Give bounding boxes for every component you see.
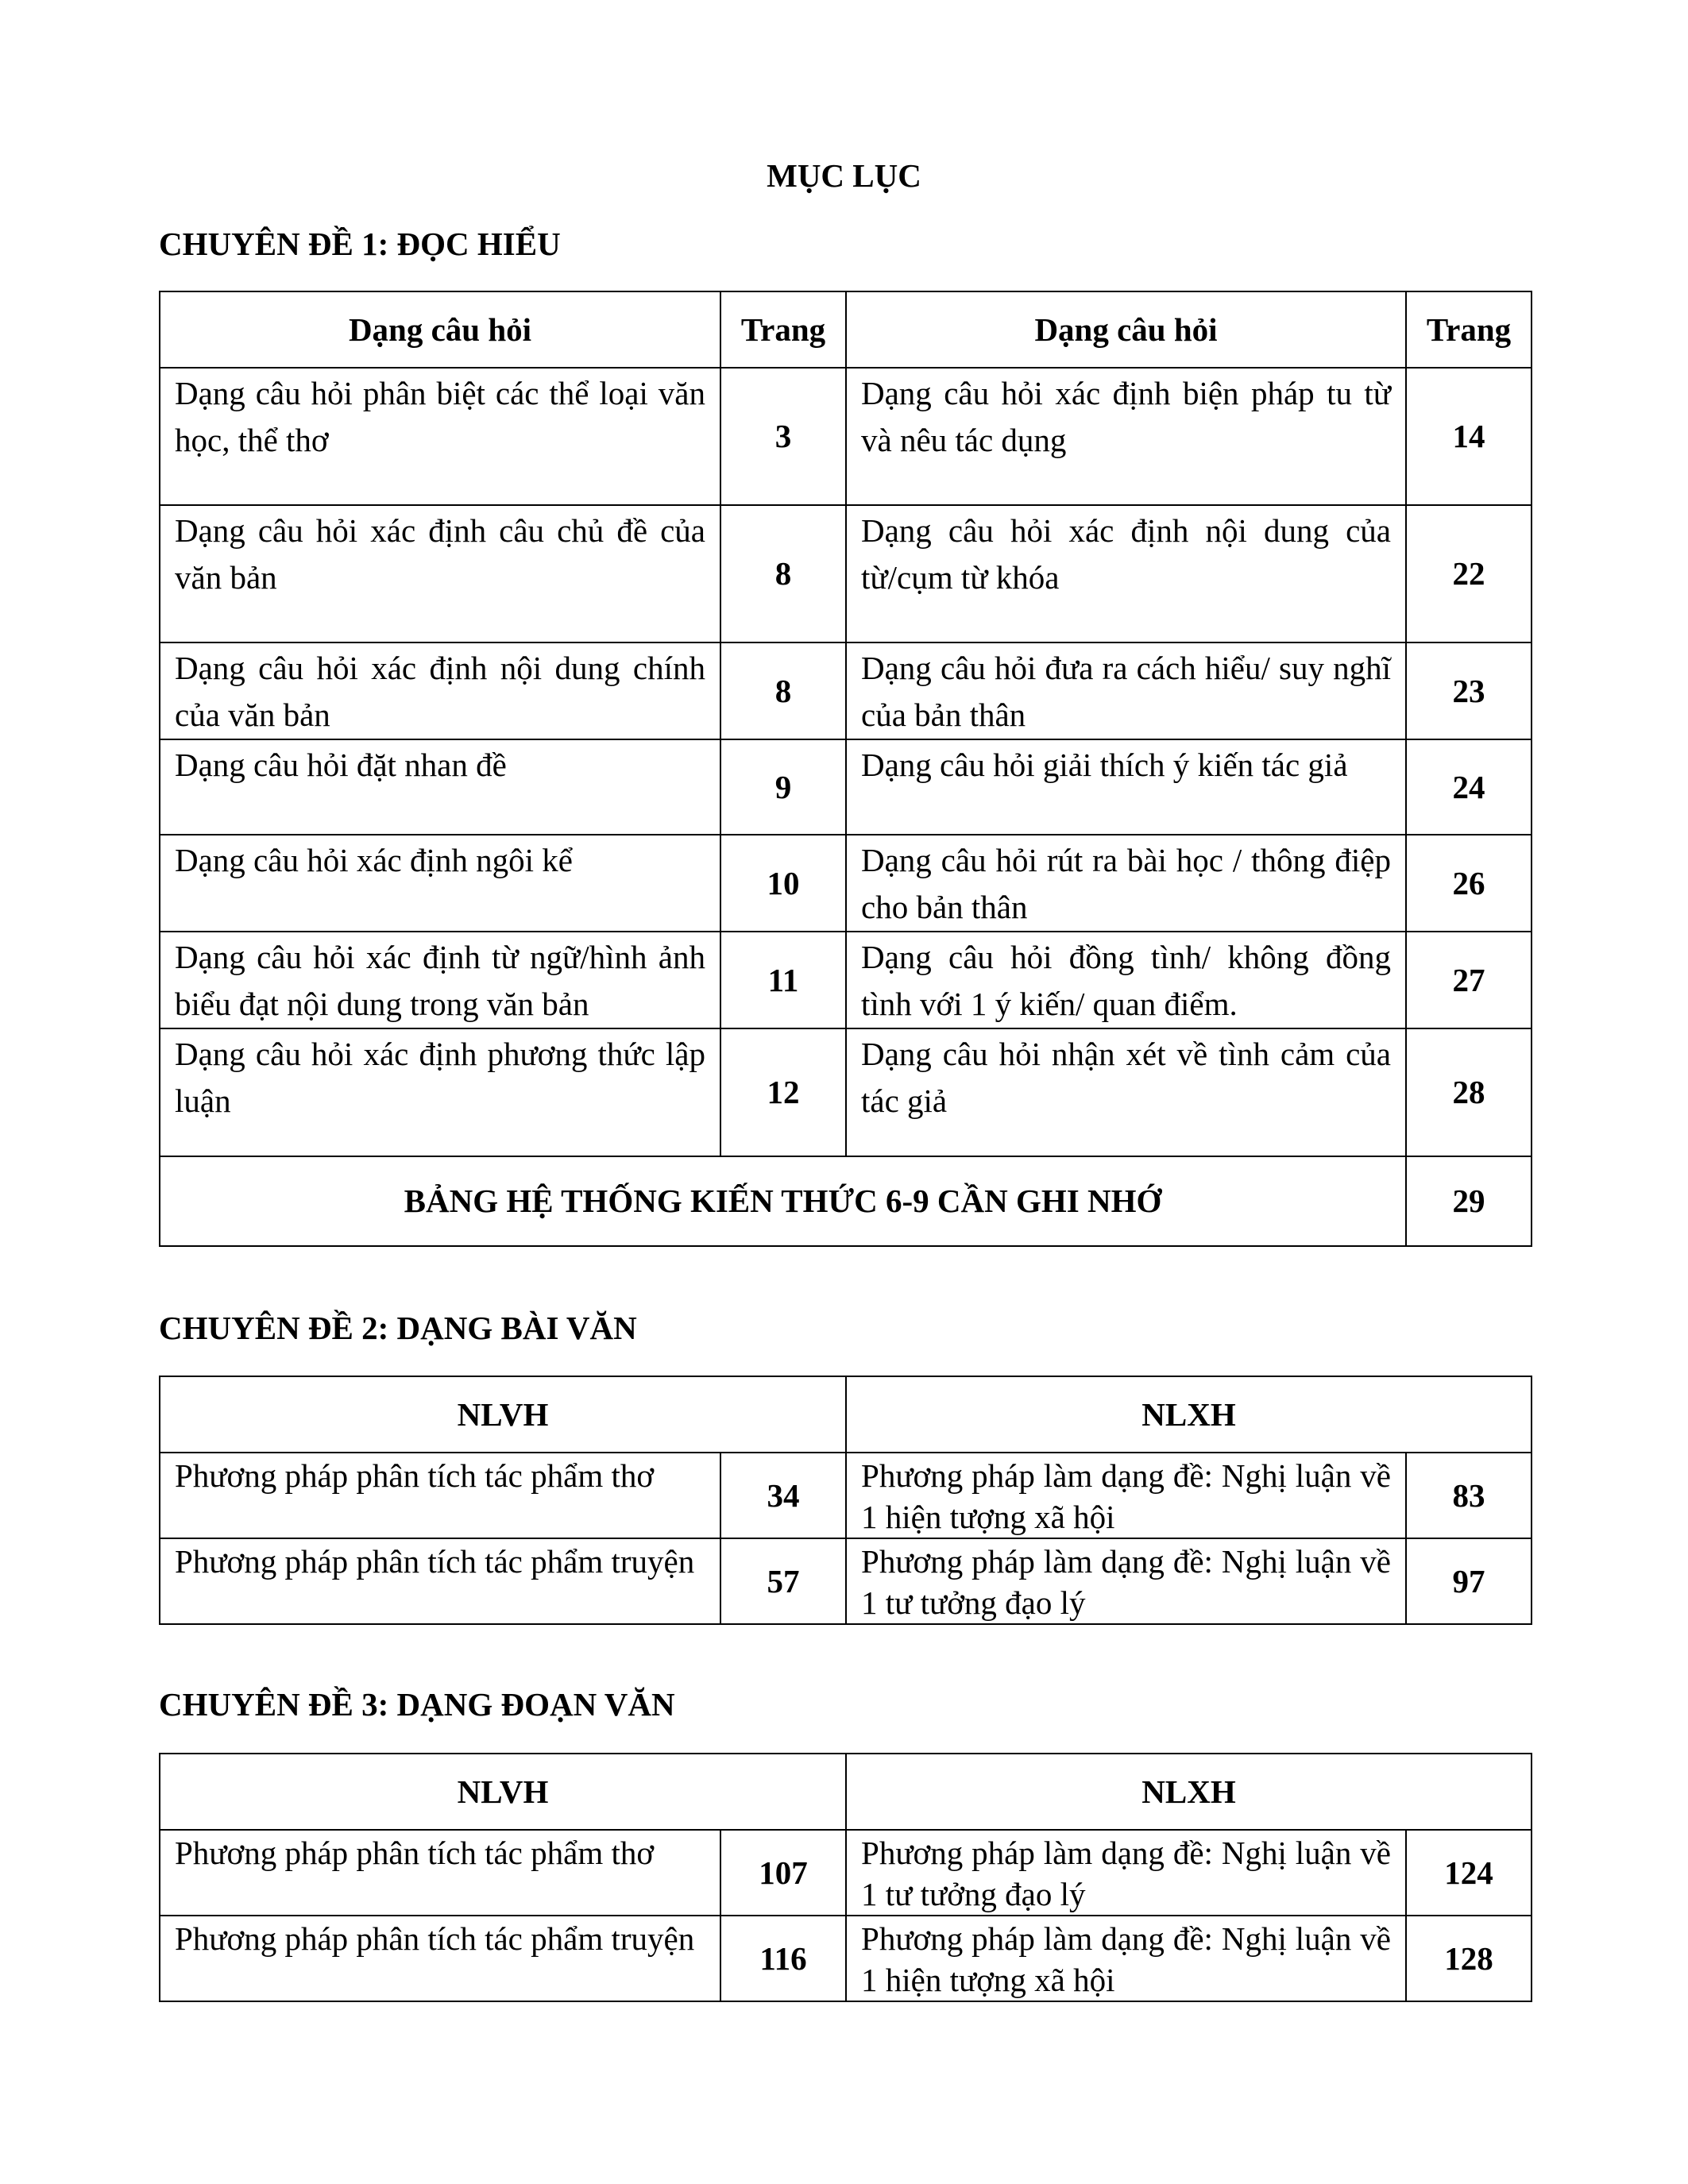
- page-number: 83: [1406, 1453, 1532, 1538]
- toc-entry: Dạng câu hỏi xác định ngôi kể: [160, 835, 720, 932]
- table-row: [160, 1538, 1532, 1624]
- table-row: [160, 1916, 1532, 2001]
- page-number: 8: [720, 505, 846, 642]
- toc-entry: Dạng câu hỏi xác định biện pháp tu từ và nêu tác dụng: [846, 368, 1406, 505]
- page-title: MỤC LỤC: [767, 157, 921, 194]
- toc-entry: Phương pháp phân tích tác phẩm truyện: [160, 1916, 720, 2001]
- column-header-page: Trang: [1406, 291, 1532, 368]
- section-3-table: [159, 1753, 1532, 2002]
- section-2-heading: CHUYÊN ĐỀ 2: DẠNG BÀI VĂN: [159, 1310, 637, 1346]
- table-row: [160, 1453, 1532, 1538]
- section-1-heading: CHUYÊN ĐỀ 1: ĐỌC HIỂU: [159, 226, 561, 262]
- toc-entry: Phương pháp làm dạng đề: Nghị luận về 1 tư tưởng đạo lý: [846, 1830, 1406, 1916]
- table-row: [160, 932, 1532, 1028]
- toc-entry: Dạng câu hỏi xác định nội dung chính của văn bản: [160, 642, 720, 739]
- toc-entry: Dạng câu hỏi xác định từ ngữ/hình ảnh biểu đạt nội dung trong văn bản: [160, 932, 720, 1028]
- toc-entry: Dạng câu hỏi xác định phương thức lập luận: [160, 1028, 720, 1156]
- table-row: [160, 739, 1532, 835]
- column-header-nlvh: NLVH: [160, 1376, 846, 1453]
- page-number: 26: [1406, 835, 1532, 932]
- page-number: 11: [720, 932, 846, 1028]
- page-number: 12: [720, 1028, 846, 1156]
- toc-entry: Dạng câu hỏi giải thích ý kiến tác giả: [846, 739, 1406, 835]
- toc-entry: Dạng câu hỏi xác định nội dung của từ/cụm từ khóa: [846, 505, 1406, 642]
- page-number: 24: [1406, 739, 1532, 835]
- page-number: 116: [720, 1916, 846, 2001]
- toc-entry: Phương pháp phân tích tác phẩm thơ: [160, 1453, 720, 1538]
- page-number: 124: [1406, 1830, 1532, 1916]
- page-number: 27: [1406, 932, 1532, 1028]
- toc-entry: Phương pháp làm dạng đề: Nghị luận về 1 hiện tượng xã hội: [846, 1453, 1406, 1538]
- table-header-row: [160, 1754, 1532, 1830]
- page-number: 14: [1406, 368, 1532, 505]
- toc-entry: Dạng câu hỏi đặt nhan đề: [160, 739, 720, 835]
- page-number: 28: [1406, 1028, 1532, 1156]
- table-row: [160, 1830, 1532, 1916]
- column-header-question-type: Dạng câu hỏi: [160, 291, 720, 368]
- page-number: 128: [1406, 1916, 1532, 2001]
- table-header-row: [160, 1376, 1532, 1453]
- column-header-nlxh: NLXH: [846, 1376, 1532, 1453]
- page-number: 22: [1406, 505, 1532, 642]
- table-header-row: [160, 291, 1532, 368]
- toc-entry: Dạng câu hỏi rút ra bài học / thông điệp cho bản thân: [846, 835, 1406, 932]
- toc-entry: Dạng câu hỏi xác định câu chủ đề của văn bản: [160, 505, 720, 642]
- page-number: 23: [1406, 642, 1532, 739]
- column-header-nlxh: NLXH: [846, 1754, 1532, 1830]
- page-number: 3: [720, 368, 846, 505]
- table-row: [160, 505, 1532, 642]
- toc-entry: Dạng câu hỏi đồng tình/ không đồng tình với 1 ý kiến/ quan điểm.: [846, 932, 1406, 1028]
- table-row: [160, 1028, 1532, 1156]
- page-number: 97: [1406, 1538, 1532, 1624]
- table-row: [160, 368, 1532, 505]
- section-1-table: [159, 291, 1532, 1247]
- page-number: 8: [720, 642, 846, 739]
- section-3-heading: CHUYÊN ĐỀ 3: DẠNG ĐOẠN VĂN: [159, 1686, 675, 1723]
- toc-entry: Phương pháp làm dạng đề: Nghị luận về 1 hiện tượng xã hội: [846, 1916, 1406, 2001]
- page-number: 57: [720, 1538, 846, 1624]
- table-row: [160, 642, 1532, 739]
- knowledge-summary-label: BẢNG HỆ THỐNG KIẾN THỨC 6-9 CẦN GHI NHỚ: [160, 1156, 1406, 1246]
- toc-entry: Phương pháp phân tích tác phẩm truyện: [160, 1538, 720, 1624]
- table-summary-row: [160, 1156, 1532, 1246]
- toc-entry: Phương pháp phân tích tác phẩm thơ: [160, 1830, 720, 1916]
- toc-entry: Dạng câu hỏi nhận xét về tình cảm của tác giả: [846, 1028, 1406, 1156]
- page-number: 9: [720, 739, 846, 835]
- page-number: 34: [720, 1453, 846, 1538]
- toc-entry: Phương pháp làm dạng đề: Nghị luận về 1 tư tưởng đạo lý: [846, 1538, 1406, 1624]
- column-header-question-type: Dạng câu hỏi: [846, 291, 1406, 368]
- toc-entry: Dạng câu hỏi đưa ra cách hiểu/ suy nghĩ của bản thân: [846, 642, 1406, 739]
- table-row: [160, 835, 1532, 932]
- page-number: 29: [1406, 1156, 1532, 1246]
- section-2-table: [159, 1376, 1532, 1625]
- page-number: 10: [720, 835, 846, 932]
- column-header-page: Trang: [720, 291, 846, 368]
- column-header-nlvh: NLVH: [160, 1754, 846, 1830]
- page-number: 107: [720, 1830, 846, 1916]
- toc-entry: Dạng câu hỏi phân biệt các thể loại văn học, thể thơ: [160, 368, 720, 505]
